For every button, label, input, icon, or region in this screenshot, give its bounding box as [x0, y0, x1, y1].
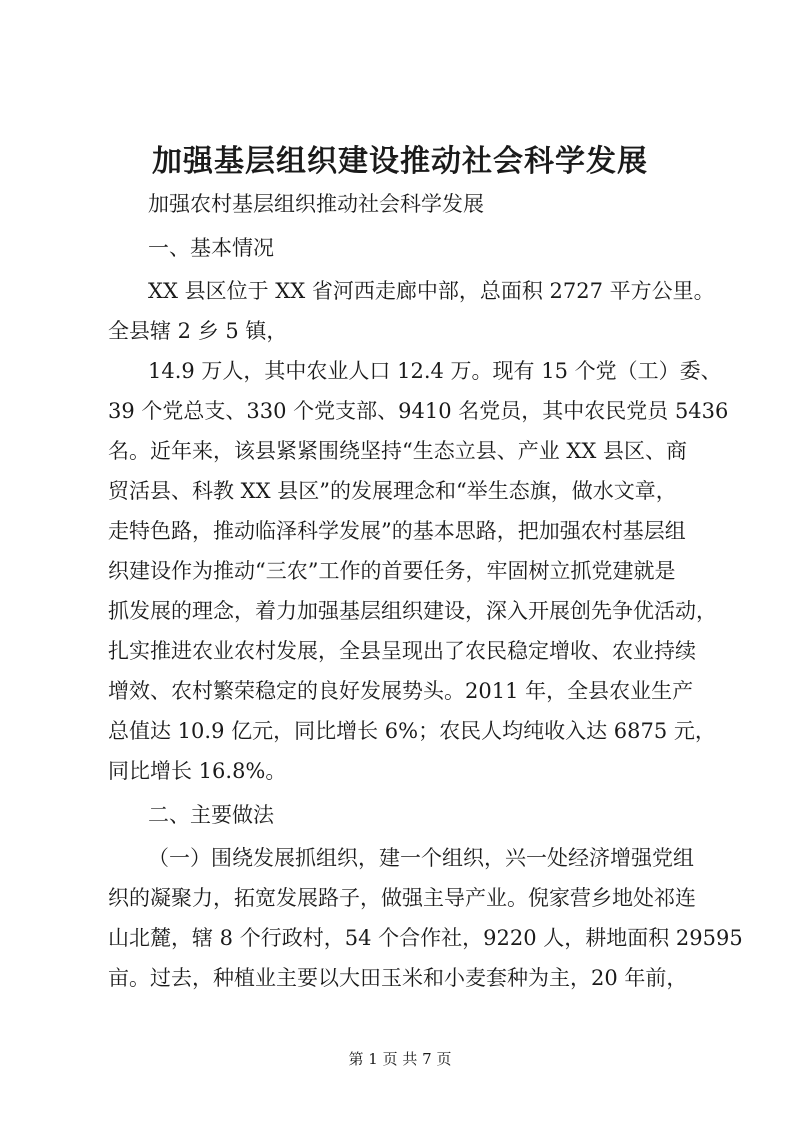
paragraph-line: 14.9 万人，其中农业人口 12.4 万。现有 15 个党（工）委、: [148, 359, 722, 383]
paragraph-line: 扎实推进农业农村发展，全县呈现出了农民稳定增收、农业持续: [108, 639, 696, 663]
paragraph-line: 39 个党总支、330 个党支部、9410 名党员，其中农民党员 5436: [108, 399, 729, 423]
document-title: 加强基层组织建设推动社会科学发展: [152, 144, 648, 179]
paragraph-line: 走特色路，推动临泽科学发展”的基本思路，把加强农村基层组: [108, 519, 686, 543]
paragraph-line: 同比增长 16.8%。: [108, 759, 287, 783]
document-subtitle: 加强农村基层组织推动社会科学发展: [148, 192, 484, 216]
paragraph-line: 山北麓，辖 8 个行政村，54 个合作社，9220 人，耕地面积 29595: [108, 926, 743, 950]
paragraph-line: 全县辖 2 乡 5 镇，: [108, 319, 288, 343]
paragraph-line: 贸活县、科教 XX 县区”的发展理念和“举生态旗，做水文章，: [108, 479, 677, 503]
page-number-footer: 第 1 页 共 7 页: [348, 1050, 452, 1068]
paragraph-line: 总值达 10.9 亿元，同比增长 6%；农民人均纯收入达 6875 元，: [108, 719, 716, 743]
paragraph-line: 织的凝聚力，拓宽发展路子，做强主导产业。倪家营乡地处祁连: [108, 886, 696, 910]
paragraph-line: XX 县区位于 XX 省河西走廊中部，总面积 2727 平方公里。: [148, 279, 715, 303]
section-heading-basic: 一、基本情况: [148, 236, 274, 260]
paragraph-line: 织建设作为推动“三农”工作的首要任务，牢固树立抓党建就是: [108, 559, 676, 583]
paragraph-line: 亩。过去，种植业主要以大田玉米和小麦套种为主，20 年前，: [108, 966, 688, 990]
paragraph-line: 抓发展的理念，着力加强基层组织建设，深入开展创先争优活动，: [108, 599, 717, 623]
section-heading-practices: 二、主要做法: [148, 803, 274, 827]
paragraph-line: 增效、农村繁荣稳定的良好发展势头。2011 年，全县农业生产: [108, 679, 694, 703]
paragraph-line: （一）围绕发展抓组织，建一个组织，兴一处经济增强党组: [148, 846, 694, 870]
paragraph-line: 名。近年来，该县紧紧围绕坚持“生态立县、产业 XX 县区、商: [108, 439, 687, 463]
